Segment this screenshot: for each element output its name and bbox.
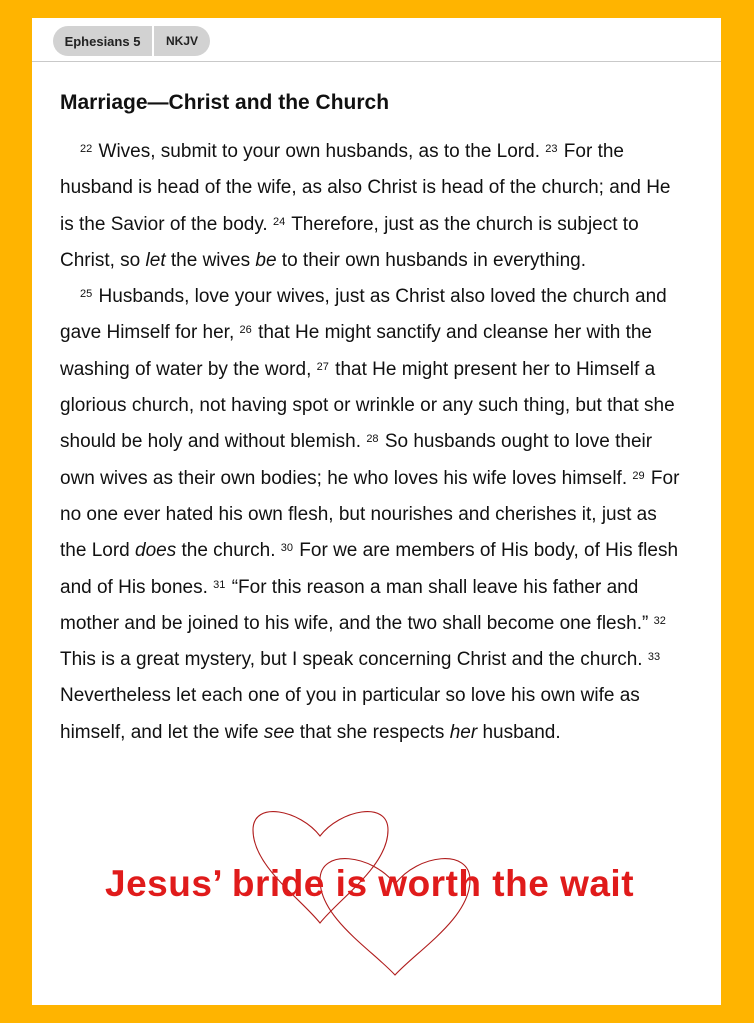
- verse-text: For no one ever hated his own flesh, but nourishes and cherishes it, just as the Lord: [60, 467, 680, 562]
- verse-number: 29: [632, 469, 645, 482]
- verse-number: 24: [273, 215, 286, 228]
- verse-text: the church.: [176, 540, 281, 562]
- verse-text: Husbands, love your wives, just as Christ also loved the church and gave Himself for her,: [60, 286, 667, 344]
- tagline-overlay: Jesus’ bride is worth the wait: [105, 863, 635, 904]
- verse-number: 27: [316, 360, 329, 373]
- verse-text: to their own husbands in everything.: [276, 249, 586, 271]
- verse-text: that He might sanctify and cleanse her with the washing of water by the word,: [60, 322, 652, 380]
- verse-text: For we are members of His body, of His flesh and of His bones.: [60, 540, 679, 598]
- verse-number: 25: [80, 288, 93, 301]
- version-button[interactable]: NKJV: [154, 26, 210, 56]
- italic-word: her: [449, 721, 478, 743]
- verse-text: Wives, submit to your own husbands, as to the Lord.: [98, 141, 546, 162]
- italic-word: let: [145, 249, 166, 271]
- book-chapter-button[interactable]: Ephesians 5: [53, 26, 152, 56]
- verse-text: This is a great mystery, but I speak concerning Christ and the church.: [60, 649, 648, 671]
- verse-text: “For this reason a man shall leave his father and mother and be joined to his wife, and the two shall become one flesh.”: [60, 576, 654, 634]
- verse-number: 23: [545, 143, 558, 155]
- italic-word: be: [255, 249, 277, 271]
- verse-text: husband.: [477, 721, 561, 743]
- hearts-overlay: [32, 18, 721, 1005]
- reader-page: [32, 18, 721, 1005]
- verse-number: 31: [213, 578, 226, 591]
- verse-text: the wives: [165, 249, 256, 271]
- verse-text: that she respects: [294, 721, 450, 743]
- verse-text: Nevertheless let each one of you in particular so love his own wife as himself, and let the wife: [60, 685, 640, 743]
- section-heading: Marriage—Christ and the Church: [60, 91, 390, 114]
- verse-number: 22: [80, 143, 93, 155]
- verse-text: that He might present her to Himself a glorious church, not having spot or wrinkle or any such thing, but that she should be holy and without blemish.: [60, 358, 675, 453]
- italic-word: does: [135, 540, 177, 562]
- italic-word: see: [263, 721, 295, 743]
- verse-text: For the husband is head of the wife, as also Christ is head of the church; and He is the Savior of the body.: [60, 141, 671, 235]
- verse-number: 30: [280, 542, 294, 555]
- verse-number: 26: [239, 324, 252, 337]
- verse-text: So husbands ought to love their own wives as their own bodies; he who loves his wife loves himself.: [60, 431, 653, 489]
- verse-number: 32: [653, 614, 666, 627]
- verse-text: Therefore, just as the church is subject to Christ, so: [60, 213, 639, 271]
- verse-number: 28: [366, 433, 379, 446]
- verse-number: 33: [647, 651, 661, 664]
